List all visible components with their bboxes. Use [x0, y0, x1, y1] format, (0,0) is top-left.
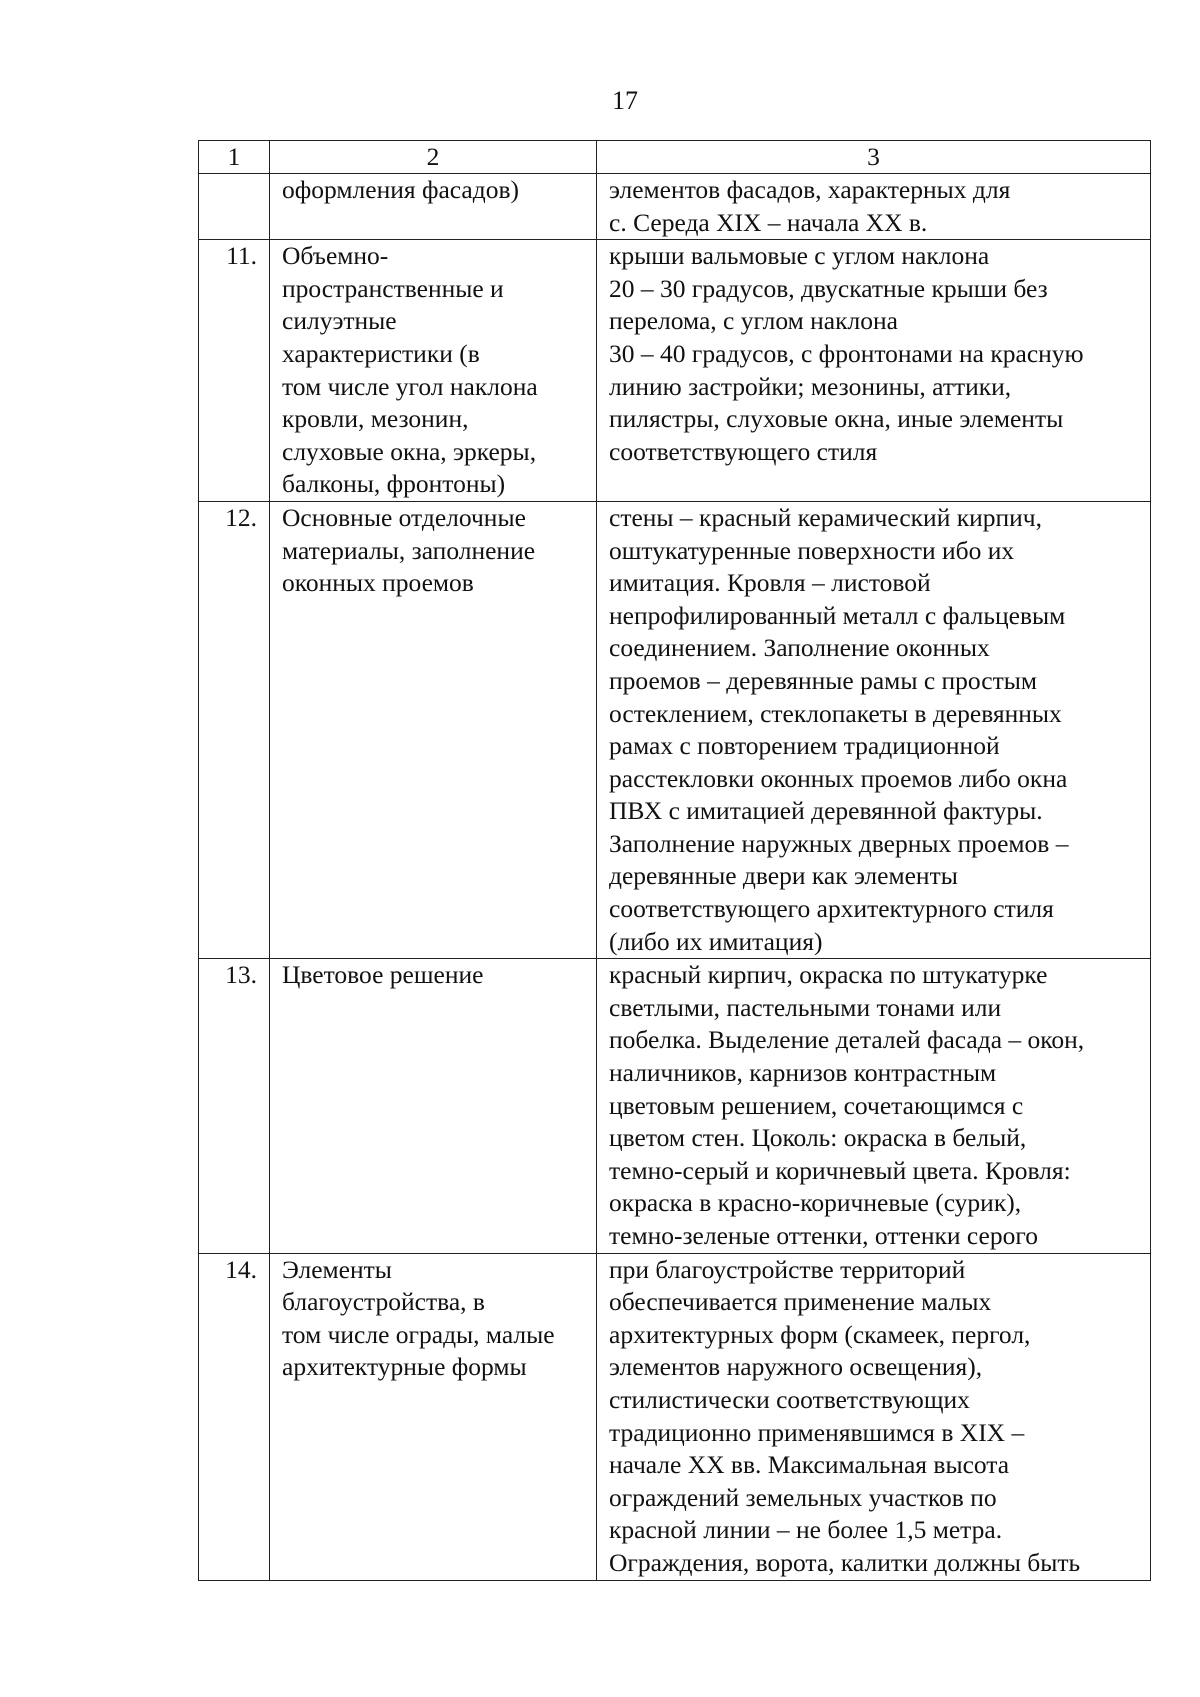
text-line: соединением. Заполнение оконных [609, 633, 990, 663]
row-description [597, 501, 1151, 958]
text-line: оштукатуренные поверхности ибо их [609, 535, 1015, 565]
text-line: стилистически соответствующих [609, 1384, 970, 1414]
text-line: имитация. Кровля – листовой [609, 568, 931, 598]
row-description [597, 1253, 1151, 1580]
text-line: начале XX вв. Максимальная высота [609, 1450, 1010, 1480]
text-line: архитектурные формы [282, 1352, 527, 1382]
header-col-2: 2 [270, 141, 597, 174]
text-line: том числе ограды, малые [282, 1319, 555, 1349]
page-number: 17 [612, 86, 638, 115]
text-line: материалы, заполнение [282, 535, 536, 565]
row-name [270, 240, 597, 502]
row-number: 11. [199, 240, 270, 502]
text-line: (либо их имитация) [609, 926, 823, 956]
row-name [270, 959, 597, 1253]
text-line: Элементы [282, 1254, 392, 1284]
text-line: Ограждения, ворота, калитки должны быть [609, 1547, 1081, 1577]
text-line: красной линии – не более 1,5 метра. [609, 1515, 1003, 1545]
regulations-table [198, 140, 1151, 1581]
text-line: темно-зеленые оттенки, оттенки серого [609, 1221, 1038, 1250]
text-line: Основные отделочные [282, 502, 526, 532]
text-line: ограждений земельных участков по [609, 1482, 997, 1512]
table-header-row [199, 141, 1151, 174]
text-line: расстекловки оконных проемов либо окна [609, 763, 1068, 793]
text-line: цветом стен. Цоколь: окраска в белый, [609, 1123, 1027, 1153]
text-line: обеспечивается применение малых [609, 1287, 992, 1317]
text-line: том числе угол наклона [282, 371, 538, 401]
header-col-3: 3 [597, 141, 1151, 174]
table-row [199, 1253, 1151, 1580]
text-line: соответствующего стиля [609, 436, 878, 466]
text-line: крыши вальмовые с углом наклона [609, 241, 990, 271]
text-line: деревянные двери как элементы [609, 861, 958, 891]
text-line: красный кирпич, окраска по штукатурке [609, 960, 1048, 990]
text-line: элементов наружного освещения), [609, 1352, 983, 1382]
row-number: 14. [199, 1253, 270, 1580]
text-line: перелома, с углом наклона [609, 306, 898, 336]
text-line: балконы, фронтоны) [282, 469, 506, 499]
text-line: 20 – 30 градусов, двускатные крыши без [609, 273, 1048, 303]
text-line: оконных проемов [282, 568, 474, 598]
text-line: ПВХ с имитацией деревянной фактуры. [609, 796, 1043, 826]
text-line: линию застройки; мезонины, аттики, [609, 371, 1012, 401]
text-line: с. Середа XIX – начала XX в. [609, 207, 928, 237]
text-line: цветовым решением, сочетающимся с [609, 1090, 1024, 1120]
row-name [270, 501, 597, 958]
text-line: непрофилированный металл с фальцевым [609, 600, 1066, 630]
text-line: остеклением, стеклопакеты в деревянных [609, 698, 1062, 728]
text-line: окраска в красно-коричневые (сурик), [609, 1188, 1022, 1218]
row-name [270, 1253, 597, 1580]
text-line: темно-серый и коричневый цвета. Кровля: [609, 1155, 1071, 1185]
table-row [199, 501, 1151, 958]
table-row [199, 174, 1151, 240]
text-line: оформления фасадов) [282, 175, 520, 204]
text-line: побелка. Выделение деталей фасада – окон, [609, 1025, 1085, 1055]
text-line: силуэтные [282, 306, 397, 336]
text-line: характеристики (в [282, 338, 480, 368]
text-line: слуховые окна, эркеры, [282, 436, 537, 466]
row-description [597, 959, 1151, 1253]
text-line: традиционно применявшимся в XIX – [609, 1417, 1025, 1447]
row-number: 12. [199, 501, 270, 958]
text-line: наличников, карнизов контрастным [609, 1058, 997, 1088]
table-row [199, 959, 1151, 1253]
text-line: пилястры, слуховые окна, иные элементы [609, 404, 1064, 434]
text-line: стены – красный керамический кирпич, [609, 502, 1042, 532]
text-line: кровли, мезонин, [282, 404, 469, 434]
text-line: благоустройства, в [282, 1287, 485, 1317]
table-row [199, 240, 1151, 502]
text-line: архитектурных форм (скамеек, пергол, [609, 1319, 1031, 1349]
text-line: элементов фасадов, характерных для [609, 175, 1011, 204]
text-line: Заполнение наружных дверных проемов – [609, 828, 1069, 858]
text-line: Цветовое решение [282, 960, 484, 990]
row-name [270, 174, 597, 240]
text-line: светлыми, пастельными тонами или [609, 992, 1002, 1022]
row-number: 13. [199, 959, 270, 1253]
text-line: пространственные и [282, 273, 504, 303]
text-line: при благоустройстве территорий [609, 1254, 966, 1284]
text-line: соответствующего архитектурного стиля [609, 894, 1054, 924]
row-description [597, 240, 1151, 502]
text-line: проемов – деревянные рамы с простым [609, 665, 1038, 695]
text-line: рамах с повторением традиционной [609, 731, 1000, 761]
row-number [199, 174, 270, 240]
text-line: Объемно- [282, 241, 389, 271]
text-line: 30 – 40 градусов, с фронтонами на красную [609, 338, 1084, 368]
row-description [597, 174, 1151, 240]
header-col-1: 1 [199, 141, 270, 174]
